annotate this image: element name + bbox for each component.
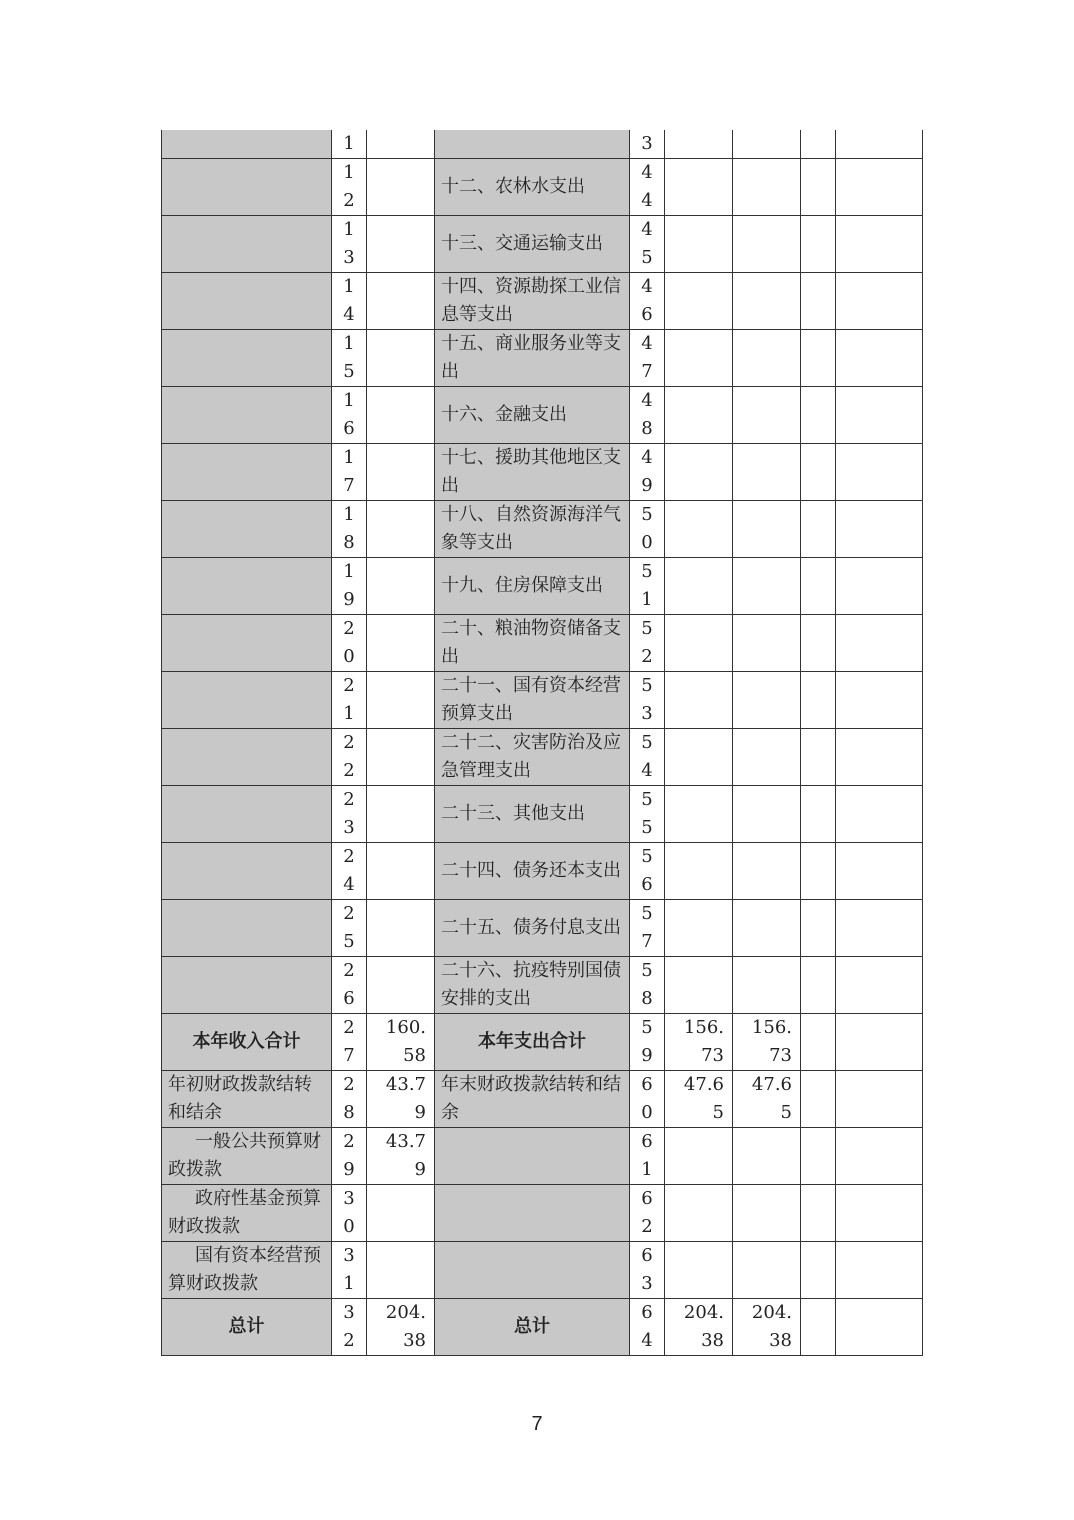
empty-cell xyxy=(836,387,923,444)
empty-cell xyxy=(836,672,923,729)
income-value xyxy=(367,672,435,729)
line-number: 4 4 xyxy=(630,159,665,216)
table-row xyxy=(162,501,923,558)
empty-cell xyxy=(801,159,836,216)
expense-label: 十四、资源勘探工业信息等支出 xyxy=(435,273,630,330)
empty-cell xyxy=(836,501,923,558)
empty-cell xyxy=(836,130,923,159)
income-value xyxy=(367,501,435,558)
income-value xyxy=(367,957,435,1014)
line-number: 3 0 xyxy=(332,1185,367,1242)
income-label-cell xyxy=(162,957,332,1014)
expense-label: 十三、交通运输支出 xyxy=(435,216,630,273)
table-row xyxy=(162,159,923,216)
grand-total-expense-label: 总计 xyxy=(435,1299,630,1356)
expense-value xyxy=(665,843,733,900)
empty-cell xyxy=(801,1128,836,1185)
summary-rows xyxy=(162,1014,923,1356)
expense-label: 十八、自然资源海洋气象等支出 xyxy=(435,501,630,558)
income-value xyxy=(367,216,435,273)
income-label-cell xyxy=(162,843,332,900)
empty-cell xyxy=(733,1185,801,1242)
expense-value xyxy=(665,900,733,957)
state-capital-label: 国有资本经营预算财政拨款 xyxy=(162,1242,332,1299)
empty-cell xyxy=(801,444,836,501)
general-budget-row xyxy=(162,1128,923,1185)
line-number: 6 2 xyxy=(630,1185,665,1242)
expense-label: 二十三、其他支出 xyxy=(435,786,630,843)
income-value xyxy=(367,444,435,501)
expense-value-2 xyxy=(733,444,801,501)
income-total-value: 160. 58 xyxy=(367,1014,435,1071)
empty-cell xyxy=(801,1242,836,1299)
expense-label: 二十二、灾害防治及应急管理支出 xyxy=(435,729,630,786)
expense-value xyxy=(665,330,733,387)
income-value xyxy=(367,615,435,672)
expense-value xyxy=(665,729,733,786)
empty-cell xyxy=(801,615,836,672)
expense-value xyxy=(665,786,733,843)
general-budget-value: 43.7 9 xyxy=(367,1128,435,1185)
line-number: 1 9 xyxy=(332,558,367,615)
expense-label: 二十、粮油物资储备支出 xyxy=(435,615,630,672)
expense-value xyxy=(665,501,733,558)
table-row xyxy=(162,615,923,672)
line-number: 2 1 xyxy=(332,672,367,729)
line-number: 5 7 xyxy=(630,900,665,957)
expense-total-value-2: 156. 73 xyxy=(733,1014,801,1071)
expense-label: 二十一、国有资本经营预算支出 xyxy=(435,672,630,729)
empty-cell xyxy=(801,786,836,843)
empty-cell xyxy=(836,159,923,216)
empty-cell xyxy=(801,387,836,444)
expense-value-2 xyxy=(733,615,801,672)
line-number: 1 7 xyxy=(332,444,367,501)
line-number: 5 4 xyxy=(630,729,665,786)
empty-cell xyxy=(801,672,836,729)
line-number: 1 2 xyxy=(332,159,367,216)
line-number: 1 4 xyxy=(332,273,367,330)
line-number: 2 3 xyxy=(332,786,367,843)
empty-cell xyxy=(801,130,836,159)
expense-value xyxy=(665,957,733,1014)
line-number: 4 9 xyxy=(630,444,665,501)
line-number: 1 xyxy=(332,130,367,159)
expense-value-2 xyxy=(733,957,801,1014)
expense-value-2 xyxy=(733,843,801,900)
line-number: 5 6 xyxy=(630,843,665,900)
line-number: 3 1 xyxy=(332,1242,367,1299)
line-number: 2 5 xyxy=(332,900,367,957)
table-row xyxy=(162,729,923,786)
line-number: 2 9 xyxy=(332,1128,367,1185)
fund-budget-value xyxy=(367,1185,435,1242)
empty-cell xyxy=(836,786,923,843)
line-number: 1 3 xyxy=(332,216,367,273)
income-label-cell xyxy=(162,216,332,273)
expense-value xyxy=(665,558,733,615)
year-end-carryover-label: 年末财政拨款结转和结余 xyxy=(435,1071,630,1128)
empty-cell xyxy=(801,729,836,786)
expense-label: 十九、住房保障支出 xyxy=(435,558,630,615)
line-number: 5 3 xyxy=(630,672,665,729)
empty-cell xyxy=(801,1071,836,1128)
line-number: 2 8 xyxy=(332,1071,367,1128)
expense-value-2 xyxy=(733,330,801,387)
line-number: 1 8 xyxy=(332,501,367,558)
line-number: 6 1 xyxy=(630,1128,665,1185)
expense-value xyxy=(665,387,733,444)
expense-value-2 xyxy=(733,786,801,843)
page-number: 7 xyxy=(531,1413,543,1435)
grand-total-label: 总计 xyxy=(162,1299,332,1356)
table-row xyxy=(162,558,923,615)
expense-label: 十五、商业服务业等支出 xyxy=(435,330,630,387)
empty-cell xyxy=(801,957,836,1014)
empty-cell xyxy=(836,216,923,273)
fund-budget-row xyxy=(162,1185,923,1242)
empty-label-cell xyxy=(435,1242,630,1299)
empty-cell xyxy=(836,330,923,387)
expense-value-2 xyxy=(733,672,801,729)
year-end-carryover-value: 47.6 5 xyxy=(665,1071,733,1128)
empty-cell xyxy=(836,1014,923,1071)
empty-cell xyxy=(836,1071,923,1128)
line-number: 5 5 xyxy=(630,786,665,843)
expense-value-2 xyxy=(733,729,801,786)
line-number: 5 2 xyxy=(630,615,665,672)
income-value xyxy=(367,786,435,843)
line-number: 5 0 xyxy=(630,501,665,558)
income-value xyxy=(367,900,435,957)
line-number: 3 2 xyxy=(332,1299,367,1356)
expense-value xyxy=(665,130,733,159)
expense-value-2 xyxy=(733,273,801,330)
table-row xyxy=(162,273,923,330)
income-label-cell xyxy=(162,130,332,159)
table-row xyxy=(162,387,923,444)
empty-cell xyxy=(836,1128,923,1185)
empty-cell xyxy=(836,1242,923,1299)
empty-cell xyxy=(836,615,923,672)
expense-total-value: 156. 73 xyxy=(665,1014,733,1071)
empty-cell xyxy=(836,558,923,615)
carryover-label: 年初财政拨款结转和结余 xyxy=(162,1071,332,1128)
table-row xyxy=(162,786,923,843)
expense-label: 二十四、债务还本支出 xyxy=(435,843,630,900)
income-total-row xyxy=(162,1014,923,1071)
income-label-cell xyxy=(162,558,332,615)
line-number: 4 8 xyxy=(630,387,665,444)
line-number: 4 5 xyxy=(630,216,665,273)
income-label-cell xyxy=(162,273,332,330)
general-budget-label: 一般公共预算财政拨款 xyxy=(162,1128,332,1185)
table-row xyxy=(162,843,923,900)
income-label-cell xyxy=(162,159,332,216)
line-number: 5 8 xyxy=(630,957,665,1014)
empty-cell xyxy=(733,1128,801,1185)
empty-cell xyxy=(801,216,836,273)
income-value xyxy=(367,159,435,216)
table-row xyxy=(162,900,923,957)
income-label-cell xyxy=(162,444,332,501)
empty-cell xyxy=(801,1299,836,1356)
expense-rows xyxy=(162,130,923,1014)
empty-cell xyxy=(665,1185,733,1242)
income-label-cell xyxy=(162,786,332,843)
year-end-carryover-value-2: 47.6 5 xyxy=(733,1071,801,1128)
line-number: 5 1 xyxy=(630,558,665,615)
income-label-cell xyxy=(162,387,332,444)
empty-cell xyxy=(801,273,836,330)
line-number: 1 5 xyxy=(332,330,367,387)
empty-cell xyxy=(801,843,836,900)
income-value xyxy=(367,843,435,900)
income-label-cell xyxy=(162,729,332,786)
income-total-label: 本年收入合计 xyxy=(162,1014,332,1071)
table-row xyxy=(162,444,923,501)
expense-label: 二十五、债务付息支出 xyxy=(435,900,630,957)
grand-total-value: 204. 38 xyxy=(367,1299,435,1356)
empty-cell xyxy=(836,729,923,786)
line-number: 2 7 xyxy=(332,1014,367,1071)
fund-budget-label: 政府性基金预算财政拨款 xyxy=(162,1185,332,1242)
empty-cell xyxy=(836,444,923,501)
grand-total-expense-value: 204. 38 xyxy=(665,1299,733,1356)
empty-cell xyxy=(801,900,836,957)
expense-label xyxy=(435,130,630,159)
expense-value xyxy=(665,273,733,330)
income-value xyxy=(367,558,435,615)
expense-value xyxy=(665,444,733,501)
empty-label-cell xyxy=(435,1185,630,1242)
income-label-cell xyxy=(162,330,332,387)
income-value xyxy=(367,729,435,786)
expense-value xyxy=(665,615,733,672)
carryover-value: 43.7 9 xyxy=(367,1071,435,1128)
income-label-cell xyxy=(162,672,332,729)
line-number: 5 9 xyxy=(630,1014,665,1071)
budget-table xyxy=(161,130,923,1356)
empty-cell xyxy=(836,273,923,330)
line-number: 2 6 xyxy=(332,957,367,1014)
empty-cell xyxy=(836,1185,923,1242)
empty-cell xyxy=(801,558,836,615)
line-number: 2 2 xyxy=(332,729,367,786)
empty-cell xyxy=(801,330,836,387)
line-number: 4 7 xyxy=(630,330,665,387)
state-capital-value xyxy=(367,1242,435,1299)
expense-value-2 xyxy=(733,900,801,957)
table-row xyxy=(162,330,923,387)
line-number: 3 xyxy=(630,130,665,159)
empty-label-cell xyxy=(435,1128,630,1185)
expense-total-label: 本年支出合计 xyxy=(435,1014,630,1071)
income-label-cell xyxy=(162,900,332,957)
expense-value xyxy=(665,672,733,729)
expense-value-2 xyxy=(733,130,801,159)
income-value xyxy=(367,273,435,330)
expense-value-2 xyxy=(733,387,801,444)
income-value xyxy=(367,130,435,159)
empty-cell xyxy=(836,1299,923,1356)
table-row xyxy=(162,672,923,729)
empty-cell xyxy=(836,843,923,900)
line-number: 4 6 xyxy=(630,273,665,330)
empty-cell xyxy=(836,900,923,957)
table-row xyxy=(162,216,923,273)
expense-value-2 xyxy=(733,558,801,615)
expense-value xyxy=(665,216,733,273)
expense-label: 二十六、抗疫特别国债安排的支出 xyxy=(435,957,630,1014)
income-value xyxy=(367,387,435,444)
expense-label: 十六、金融支出 xyxy=(435,387,630,444)
line-number: 2 4 xyxy=(332,843,367,900)
expense-value-2 xyxy=(733,501,801,558)
table-row xyxy=(162,957,923,1014)
state-capital-row xyxy=(162,1242,923,1299)
line-number: 6 4 xyxy=(630,1299,665,1356)
empty-cell xyxy=(801,501,836,558)
carryover-row xyxy=(162,1071,923,1128)
line-number: 6 0 xyxy=(630,1071,665,1128)
income-label-cell xyxy=(162,615,332,672)
empty-cell xyxy=(801,1185,836,1242)
expense-label: 十二、农林水支出 xyxy=(435,159,630,216)
income-value xyxy=(367,330,435,387)
table-row xyxy=(162,130,923,159)
expense-label: 十七、援助其他地区支出 xyxy=(435,444,630,501)
income-label-cell xyxy=(162,501,332,558)
empty-cell xyxy=(836,957,923,1014)
grand-total-row xyxy=(162,1299,923,1356)
expense-value-2 xyxy=(733,159,801,216)
empty-cell xyxy=(665,1242,733,1299)
expense-value-2 xyxy=(733,216,801,273)
line-number: 2 0 xyxy=(332,615,367,672)
empty-cell xyxy=(733,1242,801,1299)
line-number: 1 6 xyxy=(332,387,367,444)
expense-value xyxy=(665,159,733,216)
empty-cell xyxy=(665,1128,733,1185)
grand-total-expense-value-2: 204. 38 xyxy=(733,1299,801,1356)
line-number: 6 3 xyxy=(630,1242,665,1299)
empty-cell xyxy=(801,1014,836,1071)
